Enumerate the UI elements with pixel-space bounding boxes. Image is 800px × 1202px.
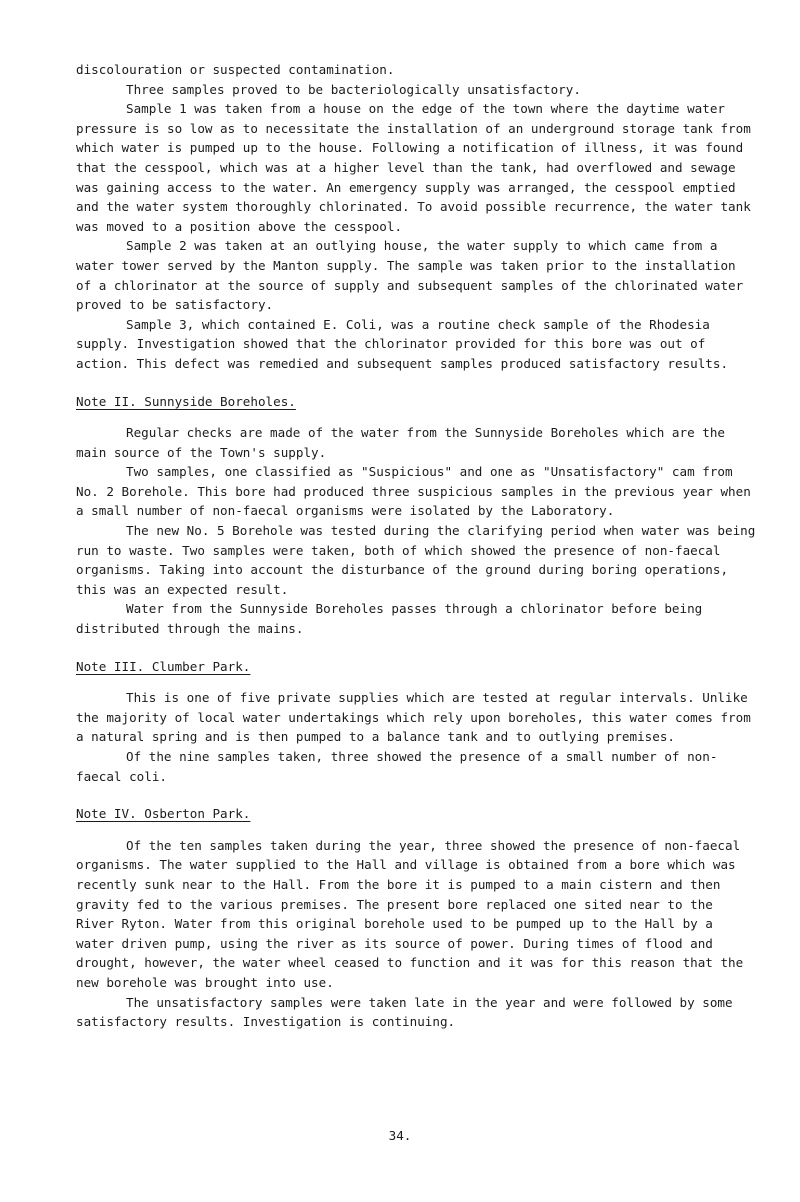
note-2-heading: Note II. Sunnyside Boreholes. [76, 393, 296, 409]
intro-paragraph-4: Sample 3, which contained E. Coli, was a routine check sample of the Rhodesia supply. Investigation showed that the chlorinator provided for this bore was out of action. This defect was remedied and subsequent samples produced satisfactory results. [76, 316, 729, 371]
intro-paragraph-3: Sample 2 was taken at an outlying house, the water supply to which came from a water tower served by the Manton supply. The sample was taken prior to the installation of a chlorinator at the source of supply and subsequent samples of the chlorinated water proved to be satisfactory. [76, 238, 744, 313]
page-number: 34. [388, 1128, 412, 1143]
note-2-paragraph-1: Regular checks are made of the water from the Sunnyside Boreholes which are the main source of the Town's supply. [76, 425, 725, 460]
note-4-paragraph-1: Of the ten samples taken during the year, three showed the presence of non-faecal organisms. The water supplied to the Hall and village is obtained from a bore which was recently sunk near to the Hall. From the bore it is pumped to a main cistern and then gravity fed to the various premises. The present bore replaced one sited near to the River Ryton. Water from this original borehole used to be pumped up to the Hall by a water driven pump, using the river as its source of power. During times of flood and drought, however, the water wheel ceased to function and it was for this reason that the new borehole was brought into use. [76, 837, 744, 990]
note-3-paragraph-2: Of the nine samples taken, three showed the presence of a small number of non-faecal coli. [76, 749, 718, 784]
note-2-paragraph-3: The new No. 5 Borehole was tested during the clarifying period when water was being run to waste. Two samples were taken, both of which showed the presence of non-faecal organisms. Taking into account the disturbance of the ground during boring operations, this was an expected result. [76, 523, 756, 597]
intro-paragraph-2: Sample 1 was taken from a house on the edge of the town where the daytime water pressure is so low as to necessitate the installation of an underground storage tank from which water is pumped up to the house. Following a notification of illness, it was found that the cesspool, which was at a higher level than the tank, had overflowed and sewage was gaining access to the water. An emergency supply was arranged, the cesspool emptied and the water system thoroughly chlorinated. To avoid possible recurrence, the water tank was moved to a position above the cesspool. [76, 101, 751, 234]
note-4-paragraph-2: The unsatisfactory samples were taken late in the year and were followed by some satisfactory results. Investigation is continuing. [76, 994, 733, 1030]
note-4-heading: Note IV. Osberton Park. [76, 806, 251, 822]
intro-continuation: discolouration or suspected contamination. [76, 62, 395, 77]
intro-paragraph-1: Three samples proved to be bacteriologically unsatisfactory. [126, 81, 581, 97]
note-2-paragraph-4: Water from the Sunnyside Boreholes passes through a chlorinator before being distributed through the mains. [76, 601, 703, 637]
document-page [76, 60, 756, 1032]
note-3-paragraph-1: This is one of five private supplies which are tested at regular intervals. Unlike the majority of local water undertakings which rely upon boreholes, this water comes from a natural spring and is then pumped to a balance tank and to outlying premises. [76, 690, 751, 745]
note-2-paragraph-2: Two samples, one classified as "Suspicious" and one as "Unsatisfactory" cam from No. 2 Borehole. This bore had produced three suspicious samples in the previous year when a small number of non-faecal organisms were isolated by the Laboratory. [76, 464, 751, 519]
note-3-heading: Note III. Clumber Park. [76, 658, 251, 674]
